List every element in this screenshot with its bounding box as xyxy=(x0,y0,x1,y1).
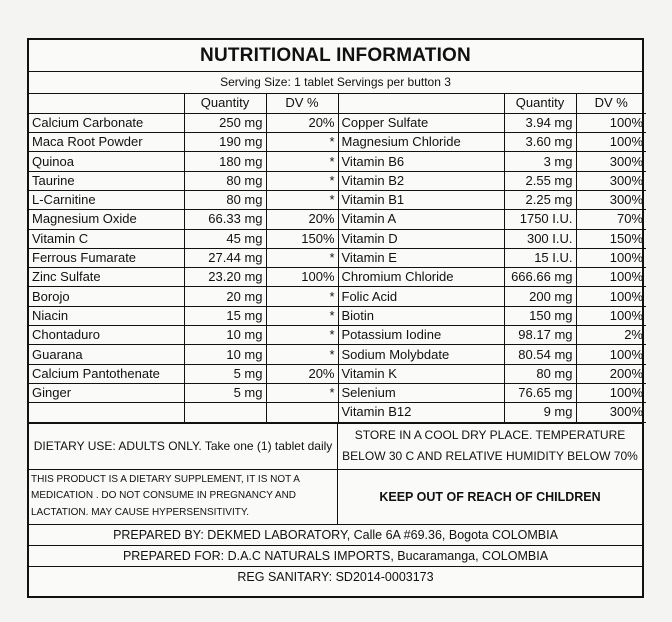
nutrient-dv: 300% xyxy=(576,190,646,209)
nutrient-table-body xyxy=(29,94,646,422)
nutrient-dv: 150% xyxy=(266,229,338,248)
warning-line: MEDICATION . DO NOT CONSUME IN PREGNANCY AND xyxy=(31,490,297,502)
nutrient-name: Vitamin C xyxy=(29,229,184,248)
nutrient-name: Vitamin D xyxy=(338,229,504,248)
nutrient-name: Ginger xyxy=(29,383,184,402)
warning-row xyxy=(29,469,642,524)
nutrient-dv: 100% xyxy=(576,383,646,402)
header-quantity: Quantity xyxy=(504,94,576,113)
nutrient-row xyxy=(29,248,646,267)
serving-info: Serving Size: 1 tablet Servings per button 3 xyxy=(29,72,642,94)
storage-instructions xyxy=(338,424,642,469)
nutrient-quantity: 2.55 mg xyxy=(504,171,576,190)
nutrient-quantity: 150 mg xyxy=(504,306,576,325)
nutrient-dv: 100% xyxy=(576,133,646,152)
nutrient-quantity: 2.25 mg xyxy=(504,190,576,209)
nutrient-quantity: 23.20 mg xyxy=(184,268,266,287)
nutrient-name: Vitamin B6 xyxy=(338,152,504,171)
nutrient-quantity xyxy=(184,403,266,422)
nutrient-name: Ferrous Fumarate xyxy=(29,248,184,267)
nutrient-quantity: 9 mg xyxy=(504,403,576,422)
nutrient-dv: * xyxy=(266,287,338,306)
nutrient-quantity: 3.94 mg xyxy=(504,113,576,132)
nutrient-name: Vitamin B2 xyxy=(338,171,504,190)
nutrient-name: Calcium Pantothenate xyxy=(29,364,184,383)
nutrient-dv: 100% xyxy=(576,248,646,267)
nutrient-dv: 100% xyxy=(266,268,338,287)
nutrient-dv: 20% xyxy=(266,113,338,132)
nutrient-quantity: 200 mg xyxy=(504,287,576,306)
nutrition-label xyxy=(27,38,644,598)
nutrient-quantity: 80 mg xyxy=(504,364,576,383)
nutrient-row xyxy=(29,345,646,364)
nutrient-row xyxy=(29,287,646,306)
nutrient-row xyxy=(29,364,646,383)
nutrient-row xyxy=(29,326,646,345)
nutrient-dv: 300% xyxy=(576,171,646,190)
nutrient-name: Magnesium Oxide xyxy=(29,210,184,229)
prepared-by: PREPARED BY: DEKMED LABORATORY, Calle 6A #69.36, Bogota COLOMBIA xyxy=(29,524,642,545)
reg-sanitary: REG SANITARY: SD2014-0003173 xyxy=(29,566,642,587)
header-quantity: Quantity xyxy=(184,94,266,113)
label-title: NUTRITIONAL INFORMATION xyxy=(29,40,642,72)
nutrient-quantity: 250 mg xyxy=(184,113,266,132)
nutrient-name: Selenium xyxy=(338,383,504,402)
nutrient-name: Copper Sulfate xyxy=(338,113,504,132)
nutrient-name: Borojo xyxy=(29,287,184,306)
nutrient-dv: 300% xyxy=(576,403,646,422)
nutrient-row xyxy=(29,190,646,209)
nutrient-quantity: 10 mg xyxy=(184,345,266,364)
nutrient-dv: * xyxy=(266,326,338,345)
nutrient-name: Niacin xyxy=(29,306,184,325)
nutrient-dv: * xyxy=(266,133,338,152)
nutrient-quantity: 15 I.U. xyxy=(504,248,576,267)
nutrient-quantity: 5 mg xyxy=(184,364,266,383)
nutrient-row xyxy=(29,403,646,422)
nutrient-dv: * xyxy=(266,152,338,171)
nutrient-row xyxy=(29,383,646,402)
nutrient-row xyxy=(29,210,646,229)
nutrient-name: Vitamin K xyxy=(338,364,504,383)
nutrient-name: Chontaduro xyxy=(29,326,184,345)
nutrient-quantity: 80.54 mg xyxy=(504,345,576,364)
nutrient-name: Chromium Chloride xyxy=(338,268,504,287)
nutrient-quantity: 180 mg xyxy=(184,152,266,171)
nutrient-row xyxy=(29,171,646,190)
nutrient-quantity: 66.33 mg xyxy=(184,210,266,229)
nutrient-row xyxy=(29,306,646,325)
prepared-for: PREPARED FOR: D.A.C NATURALS IMPORTS, Bucaramanga, COLOMBIA xyxy=(29,545,642,566)
keep-out-notice: KEEP OUT OF REACH OF CHILDREN xyxy=(379,489,601,504)
nutrient-name: Magnesium Chloride xyxy=(338,133,504,152)
nutrient-name: Vitamin B1 xyxy=(338,190,504,209)
nutrient-dv: 20% xyxy=(266,364,338,383)
nutrient-dv: 300% xyxy=(576,152,646,171)
header-blank xyxy=(338,94,504,113)
nutrient-dv: 100% xyxy=(576,345,646,364)
nutrient-name: L-Carnitine xyxy=(29,190,184,209)
nutrient-dv: * xyxy=(266,171,338,190)
nutrient-quantity: 3.60 mg xyxy=(504,133,576,152)
nutrient-name: Folic Acid xyxy=(338,287,504,306)
nutrient-name: Sodium Molybdate xyxy=(338,345,504,364)
nutrient-row xyxy=(29,229,646,248)
nutrient-quantity: 190 mg xyxy=(184,133,266,152)
nutrient-quantity: 300 I.U. xyxy=(504,229,576,248)
nutrient-name: Guarana xyxy=(29,345,184,364)
nutrient-dv: * xyxy=(266,383,338,402)
nutrient-quantity: 1750 I.U. xyxy=(504,210,576,229)
nutrient-name: Calcium Carbonate xyxy=(29,113,184,132)
nutrient-row xyxy=(29,133,646,152)
supplement-warning xyxy=(29,470,338,524)
dietary-use: DIETARY USE: ADULTS ONLY. Take one (1) tablet daily xyxy=(29,424,338,469)
nutrient-quantity: 20 mg xyxy=(184,287,266,306)
nutrient-dv: * xyxy=(266,345,338,364)
header-blank xyxy=(29,94,184,113)
nutrient-name: Taurine xyxy=(29,171,184,190)
nutrient-quantity: 15 mg xyxy=(184,306,266,325)
nutrient-name: Vitamin E xyxy=(338,248,504,267)
nutrient-quantity: 666.66 mg xyxy=(504,268,576,287)
storage-line: BELOW 30 C AND RELATIVE HUMIDITY BELOW 70% xyxy=(342,448,638,463)
warning-line: LACTATION. MAY CAUSE HYPERSENSITIVITY. xyxy=(31,506,250,518)
nutrient-dv: 70% xyxy=(576,210,646,229)
nutrient-name: Vitamin B12 xyxy=(338,403,504,422)
nutrient-dv: 20% xyxy=(266,210,338,229)
header-dv: DV % xyxy=(576,94,646,113)
nutrient-dv: * xyxy=(266,190,338,209)
storage-line: STORE IN A COOL DRY PLACE. TEMPERATURE xyxy=(354,427,626,442)
nutrient-quantity: 98.17 mg xyxy=(504,326,576,345)
nutrient-name: Vitamin A xyxy=(338,210,504,229)
warning-line: THIS PRODUCT IS A DIETARY SUPPLEMENT, IT IS NOT A xyxy=(31,473,300,485)
nutrient-name: Potassium Iodine xyxy=(338,326,504,345)
nutrient-dv: 100% xyxy=(576,268,646,287)
nutrient-name: Zinc Sulfate xyxy=(29,268,184,287)
nutrient-quantity: 80 mg xyxy=(184,171,266,190)
nutrient-dv: 150% xyxy=(576,229,646,248)
nutrient-dv: 200% xyxy=(576,364,646,383)
table-header-row xyxy=(29,94,646,113)
nutrient-row xyxy=(29,113,646,132)
nutrient-quantity: 3 mg xyxy=(504,152,576,171)
nutrient-dv: 100% xyxy=(576,306,646,325)
nutrient-quantity: 27.44 mg xyxy=(184,248,266,267)
nutrient-dv: * xyxy=(266,306,338,325)
nutrient-name: Maca Root Powder xyxy=(29,133,184,152)
header-dv: DV % xyxy=(266,94,338,113)
nutrient-dv: * xyxy=(266,248,338,267)
nutrient-quantity: 10 mg xyxy=(184,326,266,345)
nutrient-row xyxy=(29,152,646,171)
nutrient-dv: 100% xyxy=(576,287,646,306)
usage-row xyxy=(29,423,642,469)
nutrient-row xyxy=(29,268,646,287)
nutrient-quantity: 5 mg xyxy=(184,383,266,402)
nutrient-dv xyxy=(266,403,338,422)
nutrient-dv: 2% xyxy=(576,326,646,345)
nutrient-name xyxy=(29,403,184,422)
nutrient-quantity: 76.65 mg xyxy=(504,383,576,402)
nutrient-quantity: 45 mg xyxy=(184,229,266,248)
nutrient-dv: 100% xyxy=(576,113,646,132)
nutrient-name: Biotin xyxy=(338,306,504,325)
nutrient-quantity: 80 mg xyxy=(184,190,266,209)
nutrient-name: Quinoa xyxy=(29,152,184,171)
nutrient-table xyxy=(29,94,646,423)
